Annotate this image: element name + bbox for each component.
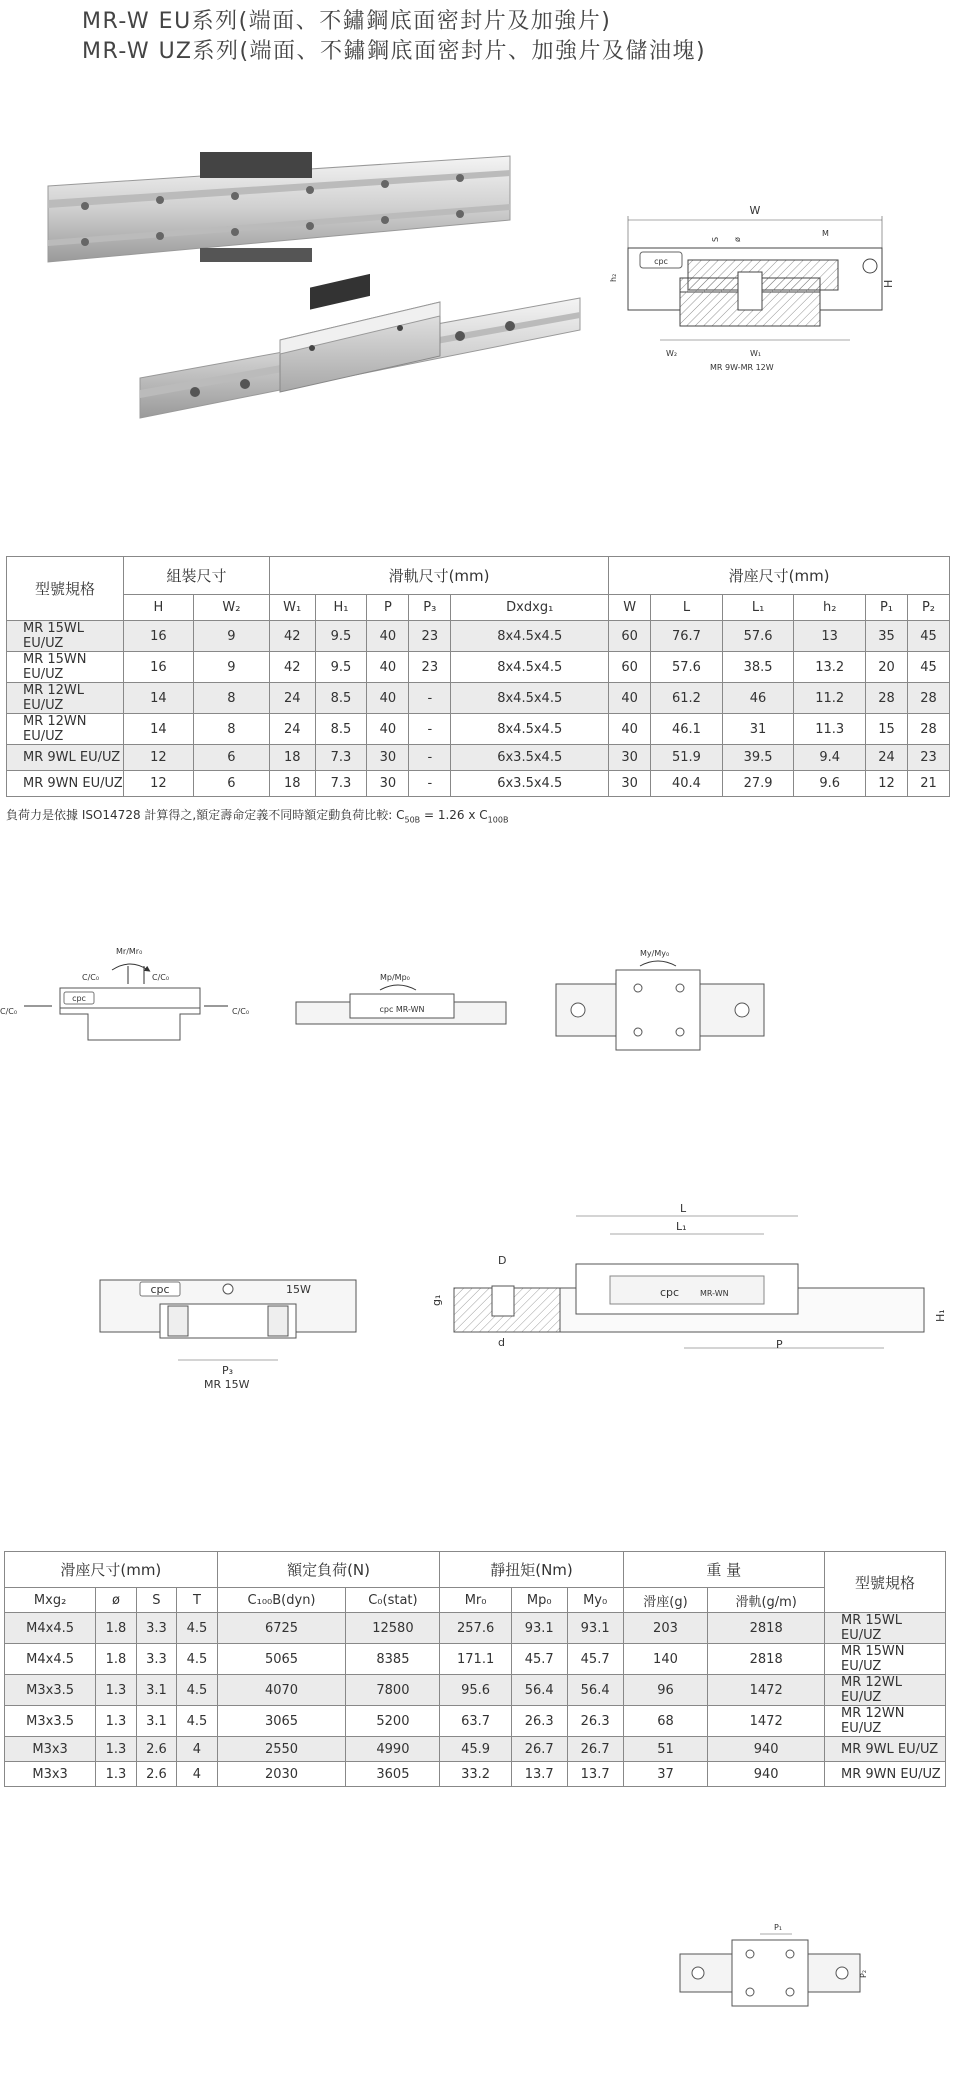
value-cell: 8x4.5x4.5 — [451, 621, 609, 652]
value-cell: 4.5 — [177, 1613, 217, 1644]
value-cell: 45.7 — [567, 1644, 623, 1675]
table-row — [7, 683, 950, 714]
col-header: ø — [96, 1588, 136, 1613]
value-cell: 16 — [124, 621, 194, 652]
value-cell: 3.1 — [136, 1675, 176, 1706]
dim-S: S — [711, 236, 720, 242]
table-row — [5, 1613, 946, 1644]
value-cell: 23 — [409, 652, 451, 683]
value-cell: 51 — [623, 1737, 708, 1762]
title-line-1: MR-W EU系列(端面、不鏽鋼底面密封片及加強片) — [82, 9, 612, 34]
value-cell: 51.9 — [651, 745, 723, 771]
label-c-left: C/C₀ — [0, 1007, 18, 1016]
note-text: 負荷力是依據 ISO14728 計算得之,額定壽命定義不同時額定動負荷比較: — [6, 808, 397, 822]
value-cell: 8x4.5x4.5 — [451, 683, 609, 714]
value-cell: 4990 — [346, 1737, 440, 1762]
value-cell: 4 — [177, 1737, 217, 1762]
rail-label: cpc MR-WN — [379, 1005, 425, 1014]
value-cell: 3.3 — [136, 1613, 176, 1644]
col-header: Dxdxg₁ — [451, 595, 609, 621]
value-cell: 3605 — [346, 1762, 440, 1787]
value-cell: 11.3 — [794, 714, 866, 745]
col-header: P₁ — [866, 595, 908, 621]
value-cell: 9 — [193, 652, 269, 683]
dimension-diagrams — [0, 1200, 960, 1400]
product-photo — [40, 130, 600, 450]
value-cell: 13 — [794, 621, 866, 652]
value-cell: 3.3 — [136, 1644, 176, 1675]
dims-brand-logo-left: cpc — [150, 1283, 170, 1296]
value-cell: 93.1 — [567, 1613, 623, 1644]
value-cell: 40.4 — [651, 771, 723, 797]
value-cell: 13.2 — [794, 652, 866, 683]
dim-L: L — [680, 1202, 687, 1215]
value-cell: M3x3.5 — [5, 1706, 96, 1737]
caption-15w: MR 15W — [204, 1378, 250, 1391]
table2-col-header-row — [5, 1588, 946, 1613]
value-cell: 11.2 — [794, 683, 866, 714]
dimension-table — [6, 556, 950, 797]
group-block: 滑座尺寸(mm) — [5, 1552, 218, 1588]
cross-section-diagram — [600, 200, 930, 380]
value-cell: M4x4.5 — [5, 1644, 96, 1675]
value-cell: 1472 — [708, 1706, 825, 1737]
value-cell: M3x3.5 — [5, 1675, 96, 1706]
value-cell: 6x3.5x4.5 — [451, 745, 609, 771]
label-mrwn: MR-WN — [700, 1289, 729, 1298]
value-cell: 4.5 — [177, 1644, 217, 1675]
dim-P1: P₁ — [774, 1923, 783, 1932]
dim-d: d — [498, 1336, 505, 1349]
value-cell: 24 — [269, 683, 315, 714]
value-cell: 37 — [623, 1762, 708, 1787]
value-cell: 9.6 — [794, 771, 866, 797]
col-header: Mp₀ — [511, 1588, 567, 1613]
col-header: C₁₀₀B(dyn) — [217, 1588, 346, 1613]
value-cell: 30 — [367, 771, 409, 797]
dim-H: H — [882, 279, 895, 288]
note-c50: C — [396, 808, 405, 822]
value-cell: 40 — [367, 621, 409, 652]
value-cell: 16 — [124, 652, 194, 683]
value-cell: 2.6 — [136, 1762, 176, 1787]
note-c100-sub: 100B — [487, 815, 509, 825]
value-cell: 171.1 — [440, 1644, 511, 1675]
model-header: 型號規格 — [7, 557, 124, 621]
value-cell: 56.4 — [511, 1675, 567, 1706]
load-direction-diagrams — [0, 940, 960, 1080]
value-cell: 57.6 — [651, 652, 723, 683]
value-cell: 15 — [866, 714, 908, 745]
note-c50-sub: 50B — [404, 815, 421, 825]
value-cell: 27.9 — [722, 771, 794, 797]
value-cell: 40 — [367, 683, 409, 714]
value-cell: 1.3 — [96, 1737, 136, 1762]
dim-g1: g₁ — [430, 1294, 443, 1306]
col-header: H — [124, 595, 194, 621]
value-cell: 40 — [609, 714, 651, 745]
value-cell: 1.8 — [96, 1644, 136, 1675]
table-row — [5, 1737, 946, 1762]
value-cell: 45 — [907, 621, 949, 652]
value-cell: 20 — [866, 652, 908, 683]
value-cell: 2550 — [217, 1737, 346, 1762]
value-cell: 4.5 — [177, 1706, 217, 1737]
value-cell: 26.7 — [567, 1737, 623, 1762]
label-15w: 15W — [286, 1283, 311, 1296]
model-cell: MR 9WL EU/UZ — [825, 1737, 946, 1762]
value-cell: 8385 — [346, 1644, 440, 1675]
value-cell: 45 — [907, 652, 949, 683]
dim-P2: P₂ — [859, 1969, 868, 1978]
loads-brand-logo: cpc — [72, 994, 86, 1003]
label-c-top-right: C/C₀ — [152, 973, 170, 982]
value-cell: 40 — [367, 714, 409, 745]
value-cell: 1.3 — [96, 1706, 136, 1737]
value-cell: 45.9 — [440, 1737, 511, 1762]
value-cell: 8.5 — [315, 714, 367, 745]
cross-caption: MR 9W-MR 12W — [710, 363, 774, 372]
model-cell: MR 9WN EU/UZ — [825, 1762, 946, 1787]
value-cell: 8.5 — [315, 683, 367, 714]
dim-M: M — [822, 229, 829, 238]
model-cell: MR 12WL EU/UZ — [825, 1675, 946, 1706]
value-cell: 61.2 — [651, 683, 723, 714]
model-cell: MR 12WN EU/UZ — [825, 1706, 946, 1737]
col-header: Mxg₂ — [5, 1588, 96, 1613]
value-cell: 140 — [623, 1644, 708, 1675]
table-row — [5, 1675, 946, 1706]
value-cell: 5065 — [217, 1644, 346, 1675]
model-cell: MR 15WN EU/UZ — [7, 652, 124, 683]
dim-W: W — [749, 204, 761, 217]
label-my: My/My₀ — [640, 949, 670, 958]
value-cell: - — [409, 745, 451, 771]
value-cell: 940 — [708, 1762, 825, 1787]
value-cell: 203 — [623, 1613, 708, 1644]
group-rated: 額定負荷(N) — [217, 1552, 440, 1588]
col-header: W₂ — [193, 595, 269, 621]
table-row — [5, 1706, 946, 1737]
value-cell: 45.7 — [511, 1644, 567, 1675]
load-table — [4, 1551, 946, 1787]
group-assembly: 組裝尺寸 — [124, 557, 270, 595]
value-cell: 30 — [367, 745, 409, 771]
value-cell: 3.1 — [136, 1706, 176, 1737]
value-cell: 7800 — [346, 1675, 440, 1706]
dim-phi: ø — [733, 237, 742, 242]
value-cell: 24 — [866, 745, 908, 771]
table-row — [7, 714, 950, 745]
table-row — [7, 652, 950, 683]
col-header: 滑軌(g/m) — [708, 1588, 825, 1613]
value-cell: 6x3.5x4.5 — [451, 771, 609, 797]
value-cell: 8x4.5x4.5 — [451, 652, 609, 683]
value-cell: - — [409, 771, 451, 797]
value-cell: 13.7 — [567, 1762, 623, 1787]
value-cell: 57.6 — [722, 621, 794, 652]
value-cell: 68 — [623, 1706, 708, 1737]
value-cell: 30 — [609, 771, 651, 797]
group-weight: 重 量 — [623, 1552, 824, 1588]
value-cell: 9.4 — [794, 745, 866, 771]
value-cell: 2.6 — [136, 1737, 176, 1762]
value-cell: 2030 — [217, 1762, 346, 1787]
dim-W2: W₂ — [666, 349, 678, 358]
value-cell: 35 — [866, 621, 908, 652]
value-cell: 1.8 — [96, 1613, 136, 1644]
value-cell: 18 — [269, 745, 315, 771]
dim-H1: H₁ — [934, 1309, 947, 1322]
value-cell: 40 — [367, 652, 409, 683]
value-cell: 39.5 — [722, 745, 794, 771]
value-cell: 56.4 — [567, 1675, 623, 1706]
value-cell: M3x3 — [5, 1737, 96, 1762]
label-mp: Mp/Mp₀ — [380, 973, 410, 982]
table-row — [5, 1644, 946, 1675]
col-header: T — [177, 1588, 217, 1613]
col-header: P₂ — [907, 595, 949, 621]
model-cell: MR 15WL EU/UZ — [7, 621, 124, 652]
label-c-top-left: C/C₀ — [82, 973, 100, 982]
value-cell: 26.7 — [511, 1737, 567, 1762]
label-c-right: C/C₀ — [232, 1007, 250, 1016]
value-cell: - — [409, 714, 451, 745]
col-header: W — [609, 595, 651, 621]
value-cell: 46.1 — [651, 714, 723, 745]
model-cell: MR 15WN EU/UZ — [825, 1644, 946, 1675]
value-cell: 5200 — [346, 1706, 440, 1737]
dim-W1: W₁ — [750, 349, 762, 358]
col-header: 滑座(g) — [623, 1588, 708, 1613]
value-cell: 2818 — [708, 1613, 825, 1644]
col-header: C₀(stat) — [346, 1588, 440, 1613]
value-cell: 257.6 — [440, 1613, 511, 1644]
col-header: h₂ — [794, 595, 866, 621]
title-line-2: MR-W UZ系列(端面、不鏽鋼底面密封片、加強片及儲油塊) — [82, 39, 707, 64]
value-cell: 28 — [907, 714, 949, 745]
value-cell: 8 — [193, 683, 269, 714]
load-note — [6, 806, 508, 824]
value-cell: 95.6 — [440, 1675, 511, 1706]
group-torque: 靜扭矩(Nm) — [440, 1552, 623, 1588]
value-cell: 93.1 — [511, 1613, 567, 1644]
value-cell: 21 — [907, 771, 949, 797]
value-cell: 26.3 — [567, 1706, 623, 1737]
value-cell: 23 — [907, 745, 949, 771]
table-row — [7, 771, 950, 797]
value-cell: 6 — [193, 745, 269, 771]
value-cell: 12 — [866, 771, 908, 797]
value-cell: 60 — [609, 621, 651, 652]
value-cell: 24 — [269, 714, 315, 745]
col-header: W₁ — [269, 595, 315, 621]
table1-col-header-row — [7, 595, 950, 621]
value-cell: 12 — [124, 771, 194, 797]
cross-brand-logo: cpc — [654, 257, 668, 266]
label-mr: Mr/Mr₀ — [116, 947, 143, 956]
value-cell: 13.7 — [511, 1762, 567, 1787]
col-header: S — [136, 1588, 176, 1613]
value-cell: 6725 — [217, 1613, 346, 1644]
group-block: 滑座尺寸(mm) — [609, 557, 950, 595]
value-cell: 940 — [708, 1737, 825, 1762]
dim-L1: L₁ — [676, 1220, 687, 1233]
value-cell: 63.7 — [440, 1706, 511, 1737]
value-cell: 23 — [409, 621, 451, 652]
dim-h2: h₂ — [609, 273, 618, 282]
model-cell: MR 15WL EU/UZ — [825, 1613, 946, 1644]
col-header: H₁ — [315, 595, 367, 621]
col-header: My₀ — [567, 1588, 623, 1613]
dim-P3: P₃ — [222, 1364, 234, 1377]
value-cell: 28 — [907, 683, 949, 714]
value-cell: 30 — [609, 745, 651, 771]
value-cell: 18 — [269, 771, 315, 797]
value-cell: 40 — [609, 683, 651, 714]
value-cell: 1.3 — [96, 1762, 136, 1787]
value-cell: 26.3 — [511, 1706, 567, 1737]
value-cell: M4x4.5 — [5, 1613, 96, 1644]
model-header: 型號規格 — [825, 1552, 946, 1613]
dim-P: P — [776, 1338, 783, 1351]
value-cell: - — [409, 683, 451, 714]
dims-brand-logo-right: cpc — [660, 1286, 680, 1299]
model-cell: MR 9WN EU/UZ — [7, 771, 124, 797]
value-cell: 1.3 — [96, 1675, 136, 1706]
value-cell: 3065 — [217, 1706, 346, 1737]
value-cell: 31 — [722, 714, 794, 745]
model-cell: MR 12WN EU/UZ — [7, 714, 124, 745]
value-cell: 38.5 — [722, 652, 794, 683]
dim-D: D — [498, 1254, 507, 1267]
note-eq: = 1.26 x C — [420, 808, 488, 822]
value-cell: 8x4.5x4.5 — [451, 714, 609, 745]
value-cell: 96 — [623, 1675, 708, 1706]
value-cell: 9.5 — [315, 621, 367, 652]
col-header: Mr₀ — [440, 1588, 511, 1613]
col-header: P₃ — [409, 595, 451, 621]
value-cell: 2818 — [708, 1644, 825, 1675]
table-row — [5, 1762, 946, 1787]
model-cell: MR 9WL EU/UZ — [7, 745, 124, 771]
value-cell: 9.5 — [315, 652, 367, 683]
value-cell: 4070 — [217, 1675, 346, 1706]
value-cell: M3x3 — [5, 1762, 96, 1787]
value-cell: 33.2 — [440, 1762, 511, 1787]
col-header: P — [367, 595, 409, 621]
group-rail: 滑軌尺寸(mm) — [269, 557, 608, 595]
value-cell: 4 — [177, 1762, 217, 1787]
value-cell: 28 — [866, 683, 908, 714]
value-cell: 8 — [193, 714, 269, 745]
value-cell: 42 — [269, 652, 315, 683]
value-cell: 6 — [193, 771, 269, 797]
col-header: L — [651, 595, 723, 621]
table-row — [7, 621, 950, 652]
model-cell: MR 12WL EU/UZ — [7, 683, 124, 714]
value-cell: 14 — [124, 683, 194, 714]
value-cell: 46 — [722, 683, 794, 714]
value-cell: 42 — [269, 621, 315, 652]
col-header: L₁ — [722, 595, 794, 621]
value-cell: 7.3 — [315, 771, 367, 797]
value-cell: 12580 — [346, 1613, 440, 1644]
value-cell: 1472 — [708, 1675, 825, 1706]
value-cell: 7.3 — [315, 745, 367, 771]
top-view-diagram — [670, 1920, 890, 2020]
value-cell: 60 — [609, 652, 651, 683]
table-row — [7, 745, 950, 771]
value-cell: 12 — [124, 745, 194, 771]
value-cell: 14 — [124, 714, 194, 745]
value-cell: 4.5 — [177, 1675, 217, 1706]
value-cell: 76.7 — [651, 621, 723, 652]
value-cell: 9 — [193, 621, 269, 652]
